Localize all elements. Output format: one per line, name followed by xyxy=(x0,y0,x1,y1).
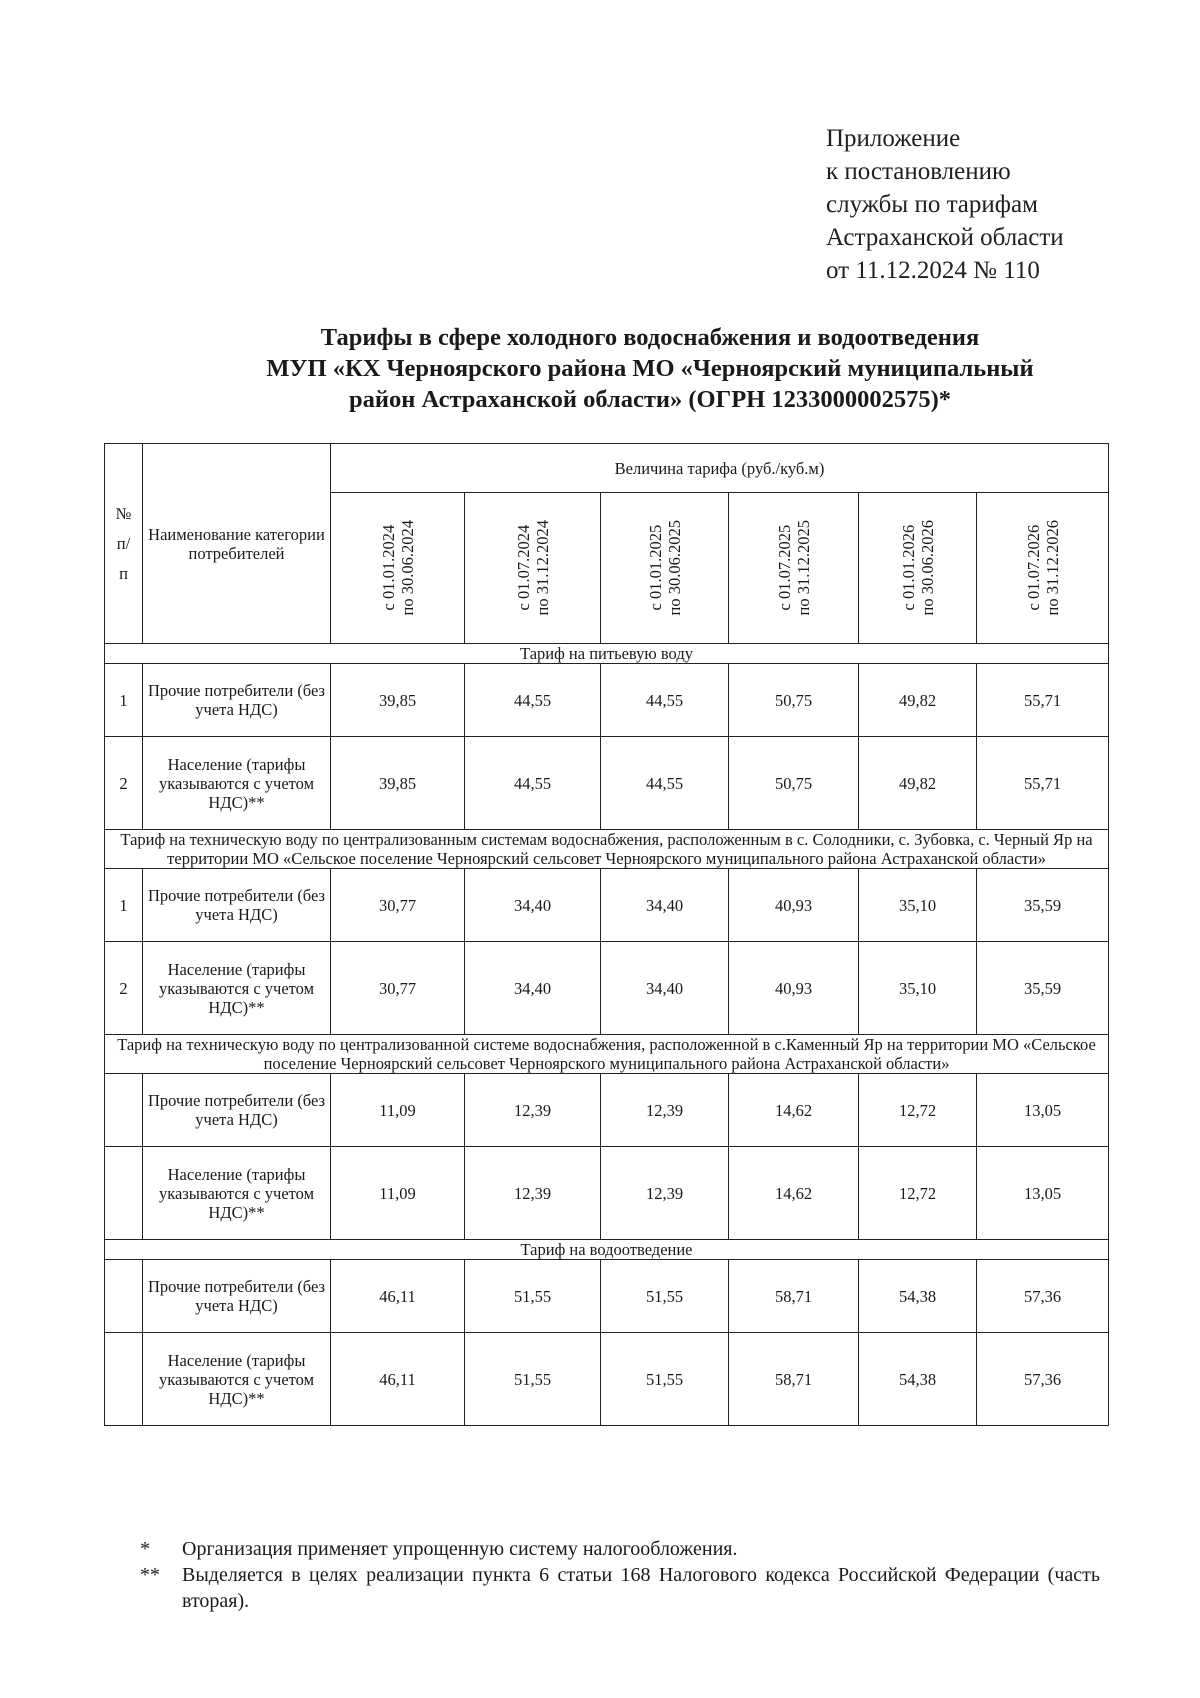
row-number-header xyxy=(105,444,143,644)
tariff-value-cell: 12,39 xyxy=(465,1147,601,1240)
section-title: Тариф на питьевую воду xyxy=(105,644,1109,664)
category-cell: Прочие потребители (без учета НДС) xyxy=(143,869,331,942)
tariff-value-cell: 50,75 xyxy=(729,664,859,737)
footnote-text: Выделяется в целях реализации пункта 6 статьи 168 Налогового кодекса Российской Федерации (часть вторая). xyxy=(182,1564,1100,1612)
period-from: с 01.01.2025 xyxy=(645,525,665,611)
tariff-value-cell: 51,55 xyxy=(465,1333,601,1426)
row-number-cell: 2 xyxy=(105,737,143,830)
tariff-value-cell: 55,71 xyxy=(977,737,1109,830)
tariff-value-cell: 39,85 xyxy=(331,664,465,737)
tariff-value-cell: 35,10 xyxy=(859,942,977,1035)
period-header xyxy=(977,493,1109,644)
tariff-value-cell: 11,09 xyxy=(331,1074,465,1147)
tariff-value-header: Величина тарифа (руб./куб.м) xyxy=(331,444,1109,493)
tariff-value-cell: 44,55 xyxy=(601,664,729,737)
footnote xyxy=(140,1536,1100,1562)
row-number-cell xyxy=(105,1333,143,1426)
category-cell: Прочие потребители (без учета НДС) xyxy=(143,1074,331,1147)
table-row xyxy=(105,1260,1109,1333)
tariff-value-cell: 13,05 xyxy=(977,1074,1109,1147)
tariff-value-cell: 35,59 xyxy=(977,869,1109,942)
tariff-value-cell: 58,71 xyxy=(729,1333,859,1426)
tariff-value-cell: 13,05 xyxy=(977,1147,1109,1240)
title-line: район Астраханской области» (ОГРН 1233000002575)* xyxy=(349,386,951,413)
period-from: с 01.01.2026 xyxy=(898,525,918,611)
tariff-value-cell: 35,10 xyxy=(859,869,977,942)
table-row xyxy=(105,1074,1109,1147)
tariff-value-cell: 51,55 xyxy=(465,1260,601,1333)
appendix-line: Астраханской области xyxy=(826,224,1064,251)
tariff-value-cell: 54,38 xyxy=(859,1260,977,1333)
tariff-value-cell: 51,55 xyxy=(601,1260,729,1333)
tariff-value-cell: 49,82 xyxy=(859,737,977,830)
tariff-value-cell: 12,39 xyxy=(601,1147,729,1240)
row-number-cell: 1 xyxy=(105,664,143,737)
period-to: по 31.12.2025 xyxy=(793,520,813,616)
tariff-value-cell: 34,40 xyxy=(601,869,729,942)
row-number-header-line: п xyxy=(119,563,128,583)
tariff-value-cell: 49,82 xyxy=(859,664,977,737)
period-from: с 01.07.2026 xyxy=(1023,525,1043,611)
row-number-cell: 2 xyxy=(105,942,143,1035)
title-line: Тарифы в сфере холодного водоснабжения и водоотведения xyxy=(320,324,980,351)
table-row xyxy=(105,1333,1109,1426)
period-to: по 30.06.2025 xyxy=(664,520,684,616)
appendix-line: к постановлению xyxy=(826,158,1011,185)
tariff-value-cell: 30,77 xyxy=(331,942,465,1035)
row-number-cell: 1 xyxy=(105,869,143,942)
period-header xyxy=(601,493,729,644)
tariff-value-cell: 12,72 xyxy=(859,1147,977,1240)
row-number-header-line: п/ xyxy=(116,533,131,553)
period-to: по 30.06.2026 xyxy=(917,520,937,616)
tariff-value-cell: 40,93 xyxy=(729,869,859,942)
tariff-value-cell: 44,55 xyxy=(465,737,601,830)
category-cell: Население (тарифы указываются с учетом НДС)** xyxy=(143,1147,331,1240)
section-row xyxy=(105,1240,1109,1260)
tariff-value-cell: 35,59 xyxy=(977,942,1109,1035)
tariff-value-cell: 12,39 xyxy=(601,1074,729,1147)
tariff-table xyxy=(104,443,1109,1426)
footnote-mark: ** xyxy=(140,1564,160,1586)
period-header xyxy=(331,493,465,644)
footnote-mark: * xyxy=(140,1538,150,1560)
row-number-header-line: № xyxy=(115,503,132,523)
tariff-value-cell: 51,55 xyxy=(601,1333,729,1426)
period-to: по 31.12.2026 xyxy=(1042,520,1062,616)
period-from: с 01.07.2025 xyxy=(774,525,794,611)
category-cell: Прочие потребители (без учета НДС) xyxy=(143,1260,331,1333)
footnotes xyxy=(140,1536,1100,1614)
appendix-line: Приложение xyxy=(826,125,961,152)
category-cell: Прочие потребители (без учета НДС) xyxy=(143,664,331,737)
tariff-value-cell: 55,71 xyxy=(977,664,1109,737)
period-header xyxy=(465,493,601,644)
section-title: Тариф на техническую воду по централизованным системам водоснабжения, расположенным в с. Солодники, с. Зубовка, с. Черный Яр на территории МО «Сельское поселение Черноярский сельсовет Черноярского муниципального района Астраханской области» xyxy=(105,830,1109,869)
category-cell: Население (тарифы указываются с учетом НДС)** xyxy=(143,1333,331,1426)
tariff-value-cell: 46,11 xyxy=(331,1333,465,1426)
period-header xyxy=(859,493,977,644)
period-from: с 01.01.2024 xyxy=(378,525,398,611)
tariff-value-cell: 12,39 xyxy=(465,1074,601,1147)
tariff-value-cell: 11,09 xyxy=(331,1147,465,1240)
period-from: с 01.07.2024 xyxy=(513,525,533,611)
tariff-value-cell: 44,55 xyxy=(465,664,601,737)
tariff-value-cell: 54,38 xyxy=(859,1333,977,1426)
tariff-value-cell: 12,72 xyxy=(859,1074,977,1147)
appendix-line: службы по тарифам xyxy=(826,191,1038,218)
section-row xyxy=(105,644,1109,664)
table-row xyxy=(105,737,1109,830)
period-to: по 31.12.2024 xyxy=(532,520,552,616)
section-title: Тариф на водоотведение xyxy=(105,1240,1109,1260)
row-number-cell xyxy=(105,1074,143,1147)
tariff-value-cell: 40,93 xyxy=(729,942,859,1035)
footnote-text: Организация применяет упрощенную систему налогообложения. xyxy=(182,1538,738,1560)
tariff-value-cell: 58,71 xyxy=(729,1260,859,1333)
category-cell: Население (тарифы указываются с учетом НДС)** xyxy=(143,942,331,1035)
table-row xyxy=(105,942,1109,1035)
tariff-value-cell: 34,40 xyxy=(601,942,729,1035)
tariff-value-cell: 34,40 xyxy=(465,942,601,1035)
footnote xyxy=(140,1562,1100,1614)
period-header xyxy=(729,493,859,644)
row-number-cell xyxy=(105,1147,143,1240)
table-row xyxy=(105,1147,1109,1240)
tariff-table-body xyxy=(105,644,1109,1426)
tariff-value-cell: 39,85 xyxy=(331,737,465,830)
category-cell: Население (тарифы указываются с учетом НДС)** xyxy=(143,737,331,830)
period-to: по 30.06.2024 xyxy=(397,520,417,616)
row-number-cell xyxy=(105,1260,143,1333)
tariff-value-cell: 44,55 xyxy=(601,737,729,830)
tariff-value-cell: 50,75 xyxy=(729,737,859,830)
title-line: МУП «КХ Черноярского района МО «Черноярский муниципальный xyxy=(266,355,1034,382)
tariff-value-cell: 14,62 xyxy=(729,1074,859,1147)
tariff-value-cell: 34,40 xyxy=(465,869,601,942)
section-row xyxy=(105,1035,1109,1074)
appendix-date-number: от 11.12.2024 № 110 xyxy=(826,257,1040,284)
section-title: Тариф на техническую воду по централизованной системе водоснабжения, расположенной в с.Каменный Яр на территории МО «Сельское поселение Черноярский сельсовет Черноярского муниципального района Астраханской области» xyxy=(105,1035,1109,1074)
table-row xyxy=(105,664,1109,737)
tariff-value-cell: 57,36 xyxy=(977,1260,1109,1333)
section-row xyxy=(105,830,1109,869)
tariff-value-cell: 30,77 xyxy=(331,869,465,942)
table-row xyxy=(105,869,1109,942)
appendix-header xyxy=(826,122,1166,287)
category-header: Наименование категории потребителей xyxy=(143,444,331,644)
tariff-value-cell: 14,62 xyxy=(729,1147,859,1240)
tariff-value-cell: 46,11 xyxy=(331,1260,465,1333)
document-title xyxy=(180,322,1120,415)
tariff-value-cell: 57,36 xyxy=(977,1333,1109,1426)
table-header-row xyxy=(105,444,1109,493)
